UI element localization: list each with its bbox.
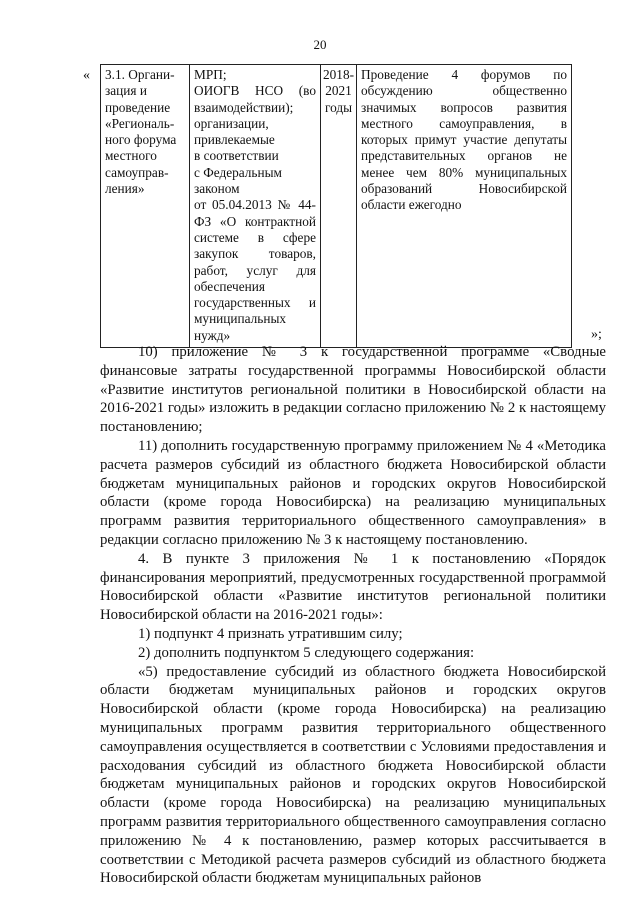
activity-name-line: «Региональ- <box>105 115 175 131</box>
paragraph: 10) приложение № 3 к государственной программе «Сводные финансовые затраты государственной программы Новосибирской области «Развитие институтов региональной политики в Новосибирской области на 2016-2021 годы» изложить в редакции согласно приложению № 2 к настоящему постановлению; <box>100 344 606 436</box>
paragraph: «5) предоставление субсидий из областного бюджета Новосибирской области бюджетам муниципальных районов и городских округов Новосибирской области (кроме города Новосибирска) на реализацию муниципальных программ развития территориального общественного самоуправления осуществляется в соответствии с Условиями предоставления и расходования субсидий из областного бюджета Новосибирской области бюджетам муниципальных районов и городских округов Новосибирской области (кроме города Новосибирска) на реализацию муниципальных программ развития территориального общественного самоуправления согласно приложению № 4 к постановлению, размер которых рассчитывается в соответствии с Методикой расчета размеров субсидий из областного бюджета Новосибирской области бюджетам муниципальных районов <box>100 663 606 887</box>
paragraph: 2) дополнить подпунктом 5 следующего содержания: <box>138 644 475 661</box>
activity-name-line: самоуправ- <box>105 164 169 180</box>
result-line: менее чем 80% муниципальных <box>361 164 568 180</box>
executors-line: обеспечения <box>194 278 265 294</box>
executors-line: взаимодействии); <box>194 99 294 115</box>
result-line: местного самоуправления, в <box>361 115 568 131</box>
executors-line: МРП; <box>194 67 227 82</box>
activity-name-line: проведение <box>105 99 171 115</box>
paragraph: 1) подпункт 4 признать утратившим силу; <box>138 625 403 642</box>
result-line: образований Новосибирской <box>361 181 568 197</box>
executors-line: от 05.04.2013 № 44- <box>194 197 316 213</box>
document-body <box>100 343 606 888</box>
program-activity-table <box>100 64 572 348</box>
period-line: 2018- <box>323 67 355 82</box>
executors-line: нужд» <box>194 327 231 343</box>
period-cell <box>321 65 357 348</box>
expected-result-cell <box>357 65 572 348</box>
result-line: Проведение 4 форумов по <box>361 67 568 82</box>
paragraph: 4. В пункте 3 приложения № 1 к постановлению «Порядок финансирования мероприятий, предусмотренных государственной программой Новосибирской области «Развитие институтов региональной политики Новосибирской области на 2016-2021 годы»: <box>100 550 606 624</box>
closing-quote: »; <box>591 327 602 342</box>
table-row <box>101 65 572 348</box>
result-line: области ежегодно <box>361 197 462 213</box>
activity-name-line: 3.1. Органи- <box>105 67 175 82</box>
executors-line: ОИОГВ НСО (во <box>194 83 316 99</box>
executors-line: организации, <box>194 115 269 131</box>
executors-line: в соответствии <box>194 148 279 164</box>
result-line: значимых вопросов развития <box>361 99 568 115</box>
paragraph: 11) дополнить государственную программу приложением № 4 «Методика расчета размеров субсидий из областного бюджета Новосибирской области бюджетам муниципальных районов и городских округов Новосибирской области (кроме города Новосибирска) на реализацию муниципальных программ развития территориального общественного самоуправления» в редакции согласно приложению № 3 к настоящему постановлению. <box>100 437 606 548</box>
executors-line: муниципальных <box>194 311 287 327</box>
activity-name-line: ного форума <box>105 132 177 148</box>
executors-line: работ, услуг для <box>194 262 316 278</box>
activity-name-line: местного <box>105 148 157 164</box>
period-line: 2021 <box>325 83 352 99</box>
executors-line: законом <box>194 181 240 197</box>
executors-line: привлекаемые <box>194 132 275 148</box>
executors-line: закупок товаров, <box>194 246 316 262</box>
executors-line: системе в сфере <box>194 229 316 245</box>
executors-cell <box>190 65 321 348</box>
opening-quote: « <box>83 68 90 83</box>
executors-line: ФЗ «О контрактной <box>194 213 316 229</box>
page-number: 20 <box>313 37 327 52</box>
result-line: представительных органов не <box>361 148 568 164</box>
executors-line: государственных и <box>194 295 316 311</box>
result-line: обсуждению общественно <box>361 83 568 99</box>
result-line: которых примут участие депутаты <box>361 132 568 148</box>
activity-name-line: ления» <box>105 181 145 197</box>
activity-name-line: зация и <box>105 83 147 99</box>
activity-name-cell <box>101 65 190 348</box>
executors-line: с Федеральным <box>194 164 282 180</box>
period-line: годы <box>324 99 353 115</box>
